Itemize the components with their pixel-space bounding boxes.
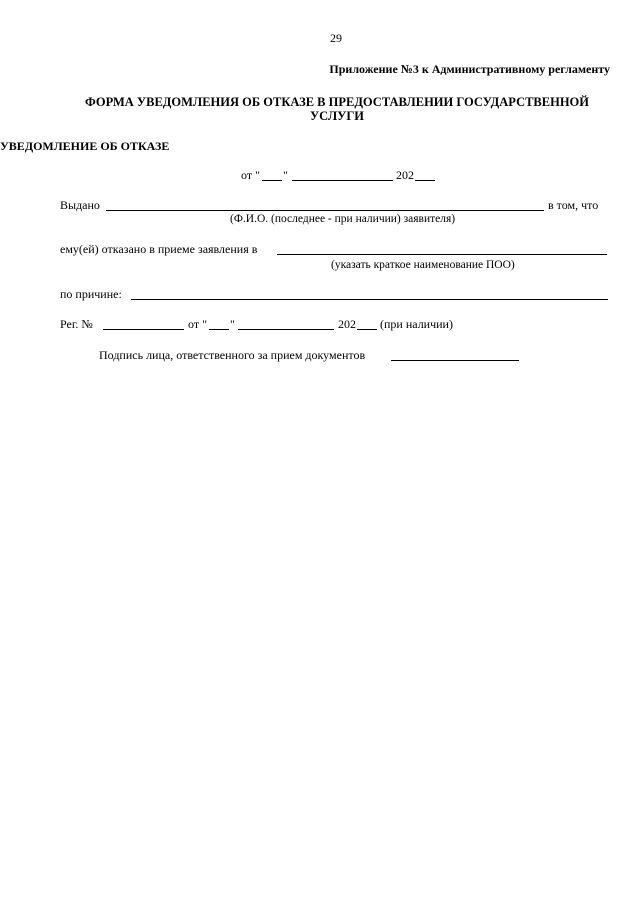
registration-number-field[interactable] [103,329,184,330]
refused-label: ему(ей) отказано в приеме заявления в [60,242,258,256]
date-quote-close: " [283,168,288,182]
issued-suffix: в том, что [548,198,599,212]
registration-label: Рег. № [60,317,93,331]
institution-name-hint: (указать краткое наименование ПОО) [331,259,515,271]
form-title-line-1: ФОРМА УВЕДОМЛЕНИЯ ОБ ОТКАЗЕ В ПРЕДОСТАВЛЕНИИ ГОСУДАРСТВЕННОЙ [84,95,590,109]
applicant-name-hint: (Ф.И.О. (последнее - при наличии) заявителя) [230,213,456,225]
signature-field[interactable] [391,360,519,361]
date-month-field[interactable] [292,180,393,181]
reason-label: по причине: [60,287,122,301]
institution-name-field[interactable] [277,254,607,255]
applicant-name-field[interactable] [106,210,544,211]
date-year-field[interactable] [415,180,435,181]
date-year: 202 [396,168,414,182]
registration-day-field[interactable] [209,329,229,330]
registration-note: (при наличии) [380,317,453,331]
date-prefix: от " [241,168,260,182]
issued-label: Выдано [60,198,100,212]
page-number: 29 [330,31,342,45]
signature-label: Подпись лица, ответственного за прием документов [99,348,366,362]
registration-month-field[interactable] [238,329,334,330]
date-day-field[interactable] [262,180,282,181]
appendix-title: Приложение №3 к Административному регламенту [329,62,610,76]
registration-quote-close: " [230,317,235,331]
form-title [40,95,634,123]
registration-from: от " [188,317,207,331]
notice-title: УВЕДОМЛЕНИЕ ОБ ОТКАЗЕ [0,139,170,153]
form-title-line-2: УСЛУГИ [309,109,365,123]
registration-year: 202 [338,317,356,331]
reason-field[interactable] [131,299,608,300]
registration-year-field[interactable] [357,329,377,330]
